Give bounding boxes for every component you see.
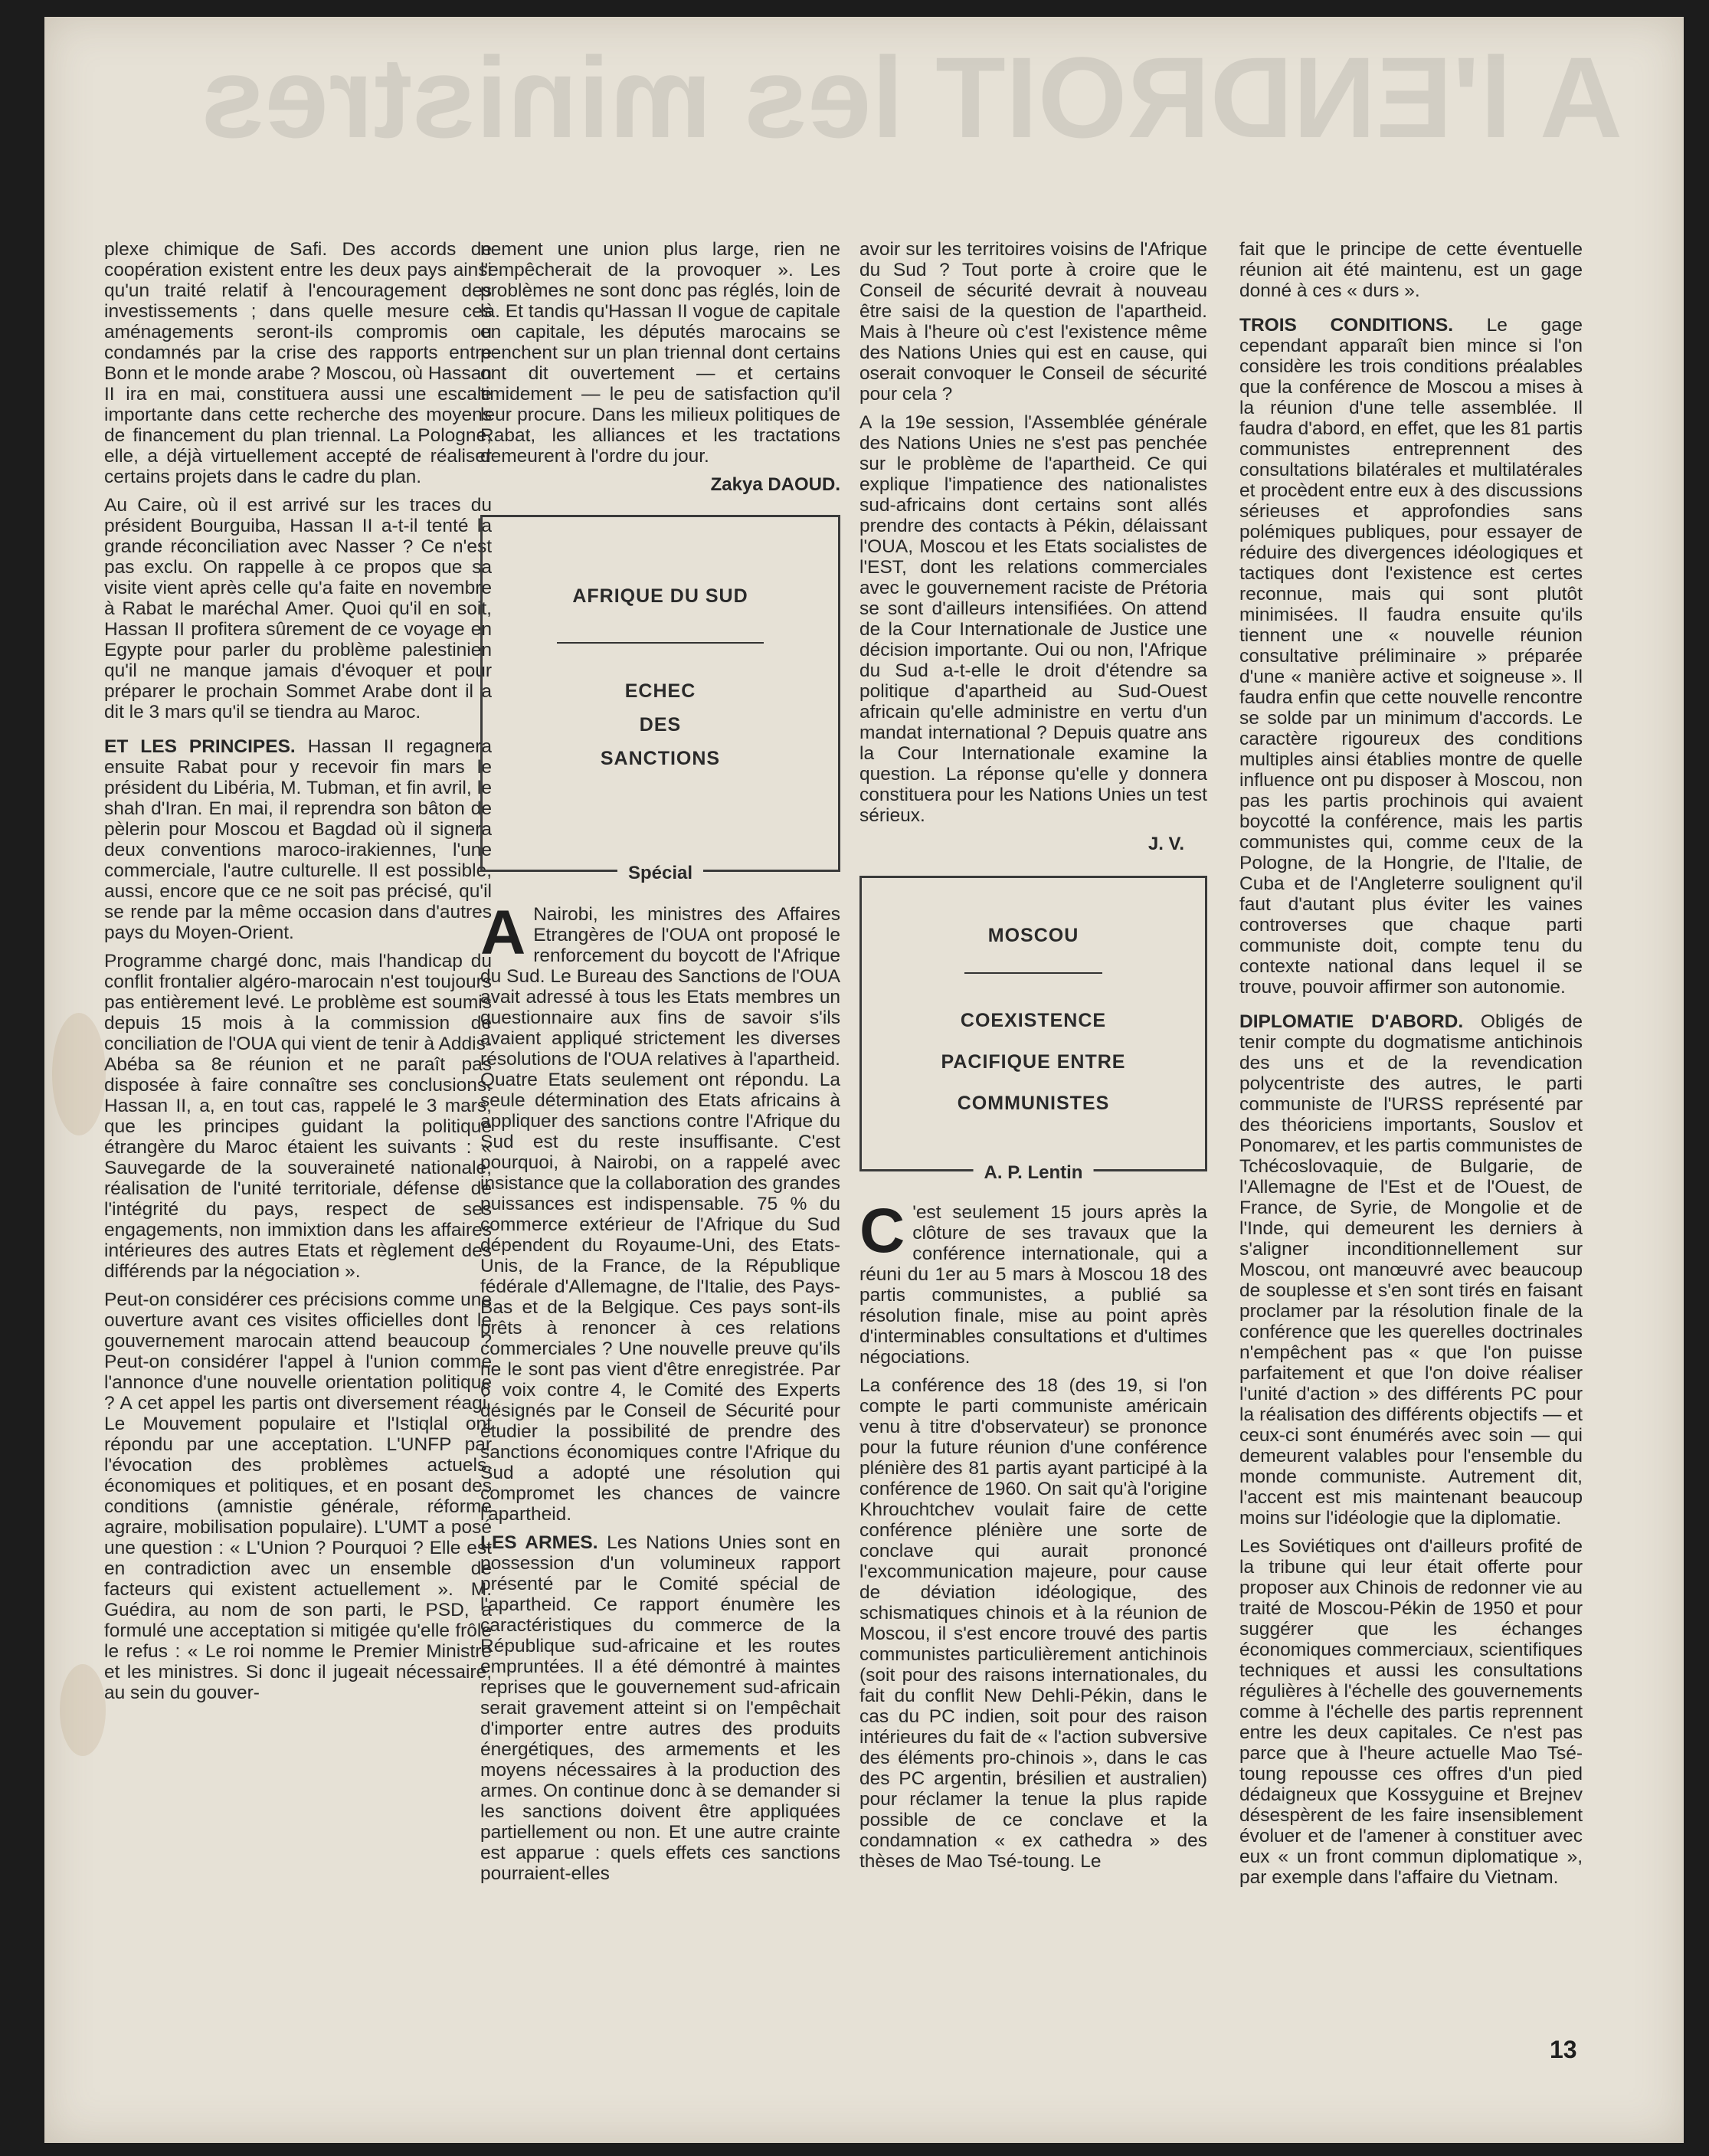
section-text: Obligés de tenir compte du dogmatisme antichinois des uns et de la revendication polycentriste des autres, le parti communiste de l'URSS représenté par des théoriciens importants, Souslov et Ponomarev, et les partis communistes de Tchécoslovaquie, de Bulgarie, de l'Allemagne de l'Est et de l'Ouest, de France, de Syrie, de Mongolie et de l'Inde, qui demeurent les derniers à s'aligner inconditionnellement sur Moscou, ont manœuvré avec beaucoup de souplesse et s'en sont tirés en faisant proclamer par la résolution finale de la conférence que les querelles doctrinales n'empêchent pas « que l'on puisse parfaitement et que l'on doive réaliser l'unité d'action » des différents PC pour la réalisation des différents objectifs — et ceux-ci sont énumérés avec soin — qui demeurent valables pour l'ensemble du monde communiste. Autrement dit, l'accent est mis maintenant beaucoup moins sur l'idéologie que la diplomatie. bbox=[1239, 1011, 1583, 1529]
paragraph bbox=[1239, 315, 1583, 998]
box-heading: AFRIQUE DU SUD bbox=[572, 585, 748, 607]
paper-stain bbox=[52, 1013, 106, 1135]
box-subtitle-line: COMMUNISTES bbox=[957, 1093, 1110, 1114]
box-subtitle-line: DES bbox=[639, 714, 682, 736]
headline-box-moscow bbox=[859, 876, 1207, 1183]
paragraph bbox=[480, 898, 840, 1525]
box-subtitle-line: SANCTIONS bbox=[600, 748, 721, 769]
paragraph bbox=[480, 1532, 840, 1884]
paper-stain bbox=[60, 1664, 106, 1756]
column-1 bbox=[104, 239, 492, 1711]
drop-cap: C bbox=[859, 1196, 905, 1266]
column-4 bbox=[1239, 239, 1583, 1896]
signature: J. V. bbox=[1148, 834, 1184, 854]
paragraph: Au Caire, où il est arrivé sur les traces du président Bourguiba, Hassan II a-t-il tenté la grande réconciliation avec Nasser ? Ce n'est pas exclu. On rappelle à ce propos que sa visite vient après celle qu'a faite en novembre à Rabat le maréchal Amer. Quoi qu'il en soit, Hassan II profitera sûrement de ce voyage en Egypte pour parler du problème palestinien qu'il ne manque jamais d'évoquer et pour préparer le prochain Sommet Arabe dont il a dit le 3 mars qu'il se tiendra au Maroc. bbox=[104, 495, 492, 722]
box-subtitle-line: COEXISTENCE bbox=[960, 1010, 1107, 1031]
page-number: 13 bbox=[1550, 2036, 1577, 2063]
section-lead: ET LES PRINCIPES. bbox=[104, 736, 296, 757]
box-rule bbox=[557, 642, 764, 644]
paragraph bbox=[859, 1196, 1207, 1368]
box-tag: Spécial bbox=[617, 863, 703, 883]
signature: Zakya DAOUD. bbox=[710, 474, 840, 495]
column-3 bbox=[859, 239, 1207, 1879]
section-lead: LES ARMES. bbox=[480, 1532, 598, 1553]
headline-box-south-africa bbox=[480, 515, 840, 883]
paragraph: A la 19e session, l'Assemblée générale des Nations Unies ne s'est pas penchée sur le problème de l'apartheid. Ce qui explique l'impatience des nationalistes sud-africains dont certains sont allés prendre des contacts à Pékin, délaissant l'OUA, Moscou et les Etats socialistes de l'EST, dont les relations commerciales avec le gouvernement raciste de Prétoria se sont d'ailleurs intensifiées. On attend de la Cour Internationale de Justice une décision importante. Oui ou non, l'Afrique du Sud a-t-elle le droit d'étendre sa politique d'apartheid au Sud-Ouest africain qu'elle administre en vertu d'un mandat international ? Depuis quatre ans la Cour Internationale examine la question. La réponse qu'elle y donnera constituera pour les Nations Unies un test sérieux. bbox=[859, 412, 1207, 826]
paragraph: avoir sur les territoires voisins de l'Afrique du Sud ? Tout porte à croire que le Conseil de sécurité devrait à nouveau être saisi de la question de l'apartheid. Mais à l'heure où c'est l'existence même des Nations Unies qui est en cause, qui oserait convoquer le Conseil de sécurité pour cela ? bbox=[859, 239, 1207, 405]
section-text: Hassan II regagnera ensuite Rabat pour y recevoir fin mars le président du Libéria, M. Tubman, et fin avril, le shah d'Iran. En mai, il reprendra son bâton de pèlerin pour Moscou et Bagdad où il signera deux conventions maroco-irakiennes, l'une commerciale, l'autre culturelle. Il est possible, aussi, encore que ce ne soit pas précisé, qu'il se rende par la même occasion dans d'autres pays du Moyen-Orient. bbox=[104, 736, 492, 943]
paragraph bbox=[104, 736, 492, 943]
section-lead: DIPLOMATIE D'ABORD. bbox=[1239, 1011, 1464, 1032]
paragraph: Programme chargé donc, mais l'handicap du conflit frontalier algéro-marocain n'est toujours pas entièrement levé. Le problème est soumis depuis 15 mois à la commission de conciliation de l'OUA qui vient de tenir à Addis-Abéba sa 8e réunion et ne paraît pas disposée à faire connaître ses conclusions. Hassan II, a, en tout cas, rappelé le 3 mars, que les principes guidant la politique étrangère du Maroc étaient les suivants : « Sauvegarde de la souveraineté nationale, réalisation de l'unité territoriale, défense de l'intégrité du pays, respect de ses engagements, non immixtion dans les affaires intérieures des autres Etats et règlement des différends par la négociation ». bbox=[104, 951, 492, 1282]
box-subtitle-line: ECHEC bbox=[624, 680, 696, 702]
box-rule bbox=[964, 972, 1102, 974]
box-subtitle-line: PACIFIQUE ENTRE bbox=[941, 1051, 1126, 1073]
section-text: Les Nations Unies sont en possession d'un volumineux rapport présenté par le Comité spécial de l'apartheid. Ce rapport énumère les caractéristiques du commerce de la République sud-africaine et les routes empruntées. Il a été démontré à maintes reprises que le gouvernement sud-africain serait gravement atteint si on l'empêchait d'importer entre autres des produits énergétiques, des armements et les moyens nécessaires à la production des armes. On continue donc à se demander si les sanctions doivent être appliquées partiellement ou non. Et une autre crainte est apparue : quels effets ces sanctions pourraient-elles bbox=[480, 1532, 840, 1884]
paragraph: Les Soviétiques ont d'ailleurs profité de la tribune qui leur était offerte pour proposer aux Chinois de redonner vie au traité de Moscou-Pékin de 1950 et pour suggérer que les échanges économiques commerciaux, scientifiques techniques et aussi les consultations régulières à l'échelle des gouvernements comme à l'échelle des partis reprennent entre les deux capitales. Ce n'est pas parce que à l'heure actuelle Mao Tsé-toung repousse ces offres d'un pied dédaigneux que Kossyguine et Brejnev désespèrent de les faire insensiblement évoluer et de l'amener à constituer avec eux « un front commun diplomatique », par exemple dans l'affaire du Vietnam. bbox=[1239, 1536, 1583, 1888]
paragraph bbox=[1239, 1011, 1583, 1529]
show-through-heading: A l'ENDROIT les ministres bbox=[201, 33, 1622, 162]
paragraph: fait que le principe de cette éventuelle réunion ait été maintenu, est un gage donné à ces « durs ». bbox=[1239, 239, 1583, 301]
paragraph-text: Nairobi, les ministres des Affaires Etrangères de l'OUA ont proposé le renforcement du boycott de l'Afrique du Sud. Le Bureau des Sanctions de l'OUA avait adressé à tous les Etats membres un questionnaire aux fins de savoir s'ils avaient appliqué strictement les diverses résolutions de l'OUA relatives à l'apartheid. Quatre Etats seulement ont répondu. La seule détermination des Etats africains à appliquer des sanctions contre l'Afrique du Sud est du reste insuffisante. C'est pourquoi, à Nairobi, on a rappelé avec insistance que la collaboration des grandes puissances est indispensable. 75 % du commerce extérieur de l'Afrique du Sud dépendent du Royaume-Uni, des Etats-Unis, de la France, de la République fédérale d'Allemagne, de l'Italie, des Pays-Bas et de la Belgique. Ces pays sont-ils prêts à renoncer à ces relations commerciales ? Une nouvelle preuve qu'ils ne le sont pas vient d'être enregistrée. Par 6 voix contre 4, le Comité des Experts désignés par le Conseil de Sécurité pour étudier la possibilité de prendre des sanctions économiques contre l'Afrique du Sud a adopté une résolution qui compromet les chances de vaincre l'apartheid. bbox=[480, 904, 840, 1525]
magazine-page bbox=[44, 17, 1684, 2143]
paragraph: nement une union plus large, rien ne l'empêcherait de la provoquer ». Les problèmes ne sont donc pas réglés, loin de là. Et tandis qu'Hassan II vogue de capitale en capitale, les députés marocains se penchent sur un plan triennal dont certains ont dit ouvertement — et certains timidement — le peu de satisfaction qu'il leur procure. Dans les milieux politiques de Rabat, les alliances et les tractations demeurent à l'ordre du jour. bbox=[480, 239, 840, 467]
section-lead: TROIS CONDITIONS. bbox=[1239, 315, 1454, 336]
box-heading: MOSCOU bbox=[987, 925, 1079, 946]
column-2 bbox=[480, 239, 840, 1892]
paragraph: plexe chimique de Safi. Des accords de coopération existent entre les deux pays ainsi qu'un traité relatif à l'encouragement des investissements ; dans quelle mesure ces aménagements seront-ils compromis ou condamnés par la crise des rapports entre Bonn et le monde arabe ? Moscou, où Hassan II ira en mai, constituera aussi une escale importante dans cette recherche des moyens de financement du plan triennal. La Pologne, elle, a déjà virtuellement accepté de réaliser certains projets dans le cadre du plan. bbox=[104, 239, 492, 487]
paragraph: La conférence des 18 (des 19, si l'on compte le parti communiste américain venu à titre d'observateur) se prononce pour la future réunion d'une conférence plénière des 81 partis ayant participé à la conférence de 1960. On sait qu'à l'origine Khrouchtchev voulait faire de cette conférence plénière une sorte de conclave qui aurait prononcé l'excommunication majeure, pour cause de déviation idéologique, des schismatiques chinois et à la réunion de Moscou, il s'est encore trouvé des partis communistes particulièrement antichinois (soit pour des raisons internationales, du fait du conflit New Dehli-Pékin, dans le cas du PC indien, soit pour des raison intérieures du fait de « l'action subversive des éléments pro-chinois », dans le cas des PC argentin, brésilien et australien) pour réclamer la tenue la plus rapide possible de ce conclave et la condamnation « ex cathedra » des thèses de Mao Tsé-toung. Le bbox=[859, 1375, 1207, 1872]
box-byline: A. P. Lentin bbox=[974, 1162, 1094, 1183]
drop-cap: A bbox=[480, 898, 526, 968]
paragraph-text: 'est seulement 15 jours après la clôture de ses travaux que la conférence internationale, qui a réuni du 1er au 5 mars à Moscou 18 des partis communistes, a publié sa résolution finale, mise au point après d'interminables consultations et d'ultimes négociations. bbox=[859, 1202, 1207, 1368]
paragraph: Peut-on considérer ces précisions comme une ouverture avant ces visites officielles dont le gouvernement marocain attend beaucoup ? Peut-on considérer l'appel à l'union comme l'annonce d'une nouvelle orientation politique ? A cet appel les partis ont diversement réagi. Le Mouvement populaire et l'Istiqlal ont répondu par une acceptation. L'UNFP par l'évocation des problèmes actuels, économiques et politiques, et en posant des conditions (amnistie générale, réforme agraire, mobilisation populaire). L'UMT a posé une question : « L'Union ? Pourquoi ? Elle est en contradiction avec un ensemble de facteurs qui existent actuellement ». M. Guédira, au nom de son parti, le PSD, a formulé une acceptation si mitigée qu'elle frôle le refus : « Le roi nomme le Premier Ministre et les ministres. Si donc il jugeait nécessaire, au sein du gouver- bbox=[104, 1289, 492, 1703]
section-text: Le gage cependant apparaît bien mince si l'on considère les trois conditions préalables que la conférence de Moscou a mises à la réunion d'une telle assemblée. Il faudra d'abord, en effet, que les 81 partis communistes entreprennent des consultations bilatérales et multilatérales et procèdent entre eux à des discussions sérieuses et approfondies sans polémiques publiques, pour essayer de réduire des divergences idéologiques et tactiques dont l'existence est certes reconnue, mais qui sont plutôt minimisées. Il faudra ensuite qu'ils tiennent une « nouvelle réunion consultative préliminaire » préparée d'une « manière active et soigneuse ». Il faudra enfin que cette nouvelle rencontre se solde par un minimum d'accords. Le caractère rigoureux des conditions multiples ainsi établies montre de quelle influence ont pu disposer à Moscou, non pas les partis prochinois qui avaient boycotté la conférence, mais les partis communistes qui, comme ceux de la Pologne, de la Hongrie, de l'Italie, de Cuba et de l'Angleterre soulignent qu'il faut d'autant plus éviter les vaines controverses que chaque parti communiste doit, compte tenu du contexte national dans lequel il se trouve, pouvoir affirmer son autonomie. bbox=[1239, 315, 1583, 998]
